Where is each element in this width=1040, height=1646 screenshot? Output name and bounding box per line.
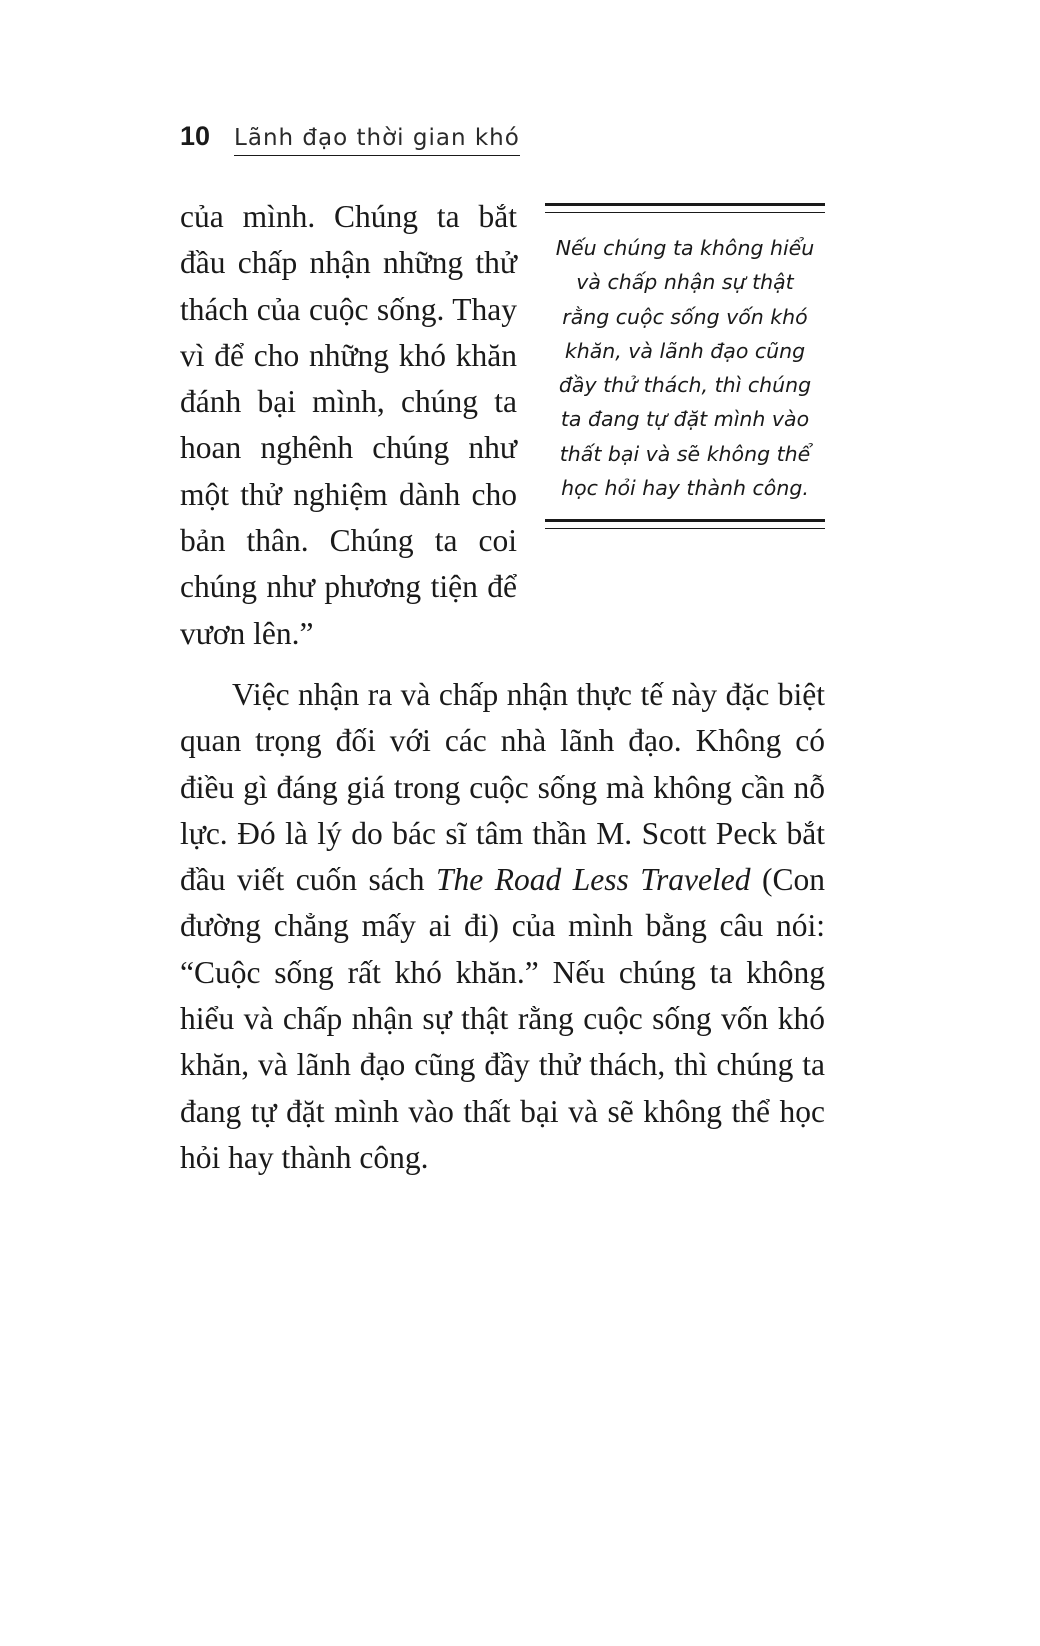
running-title: Lãnh đạo thời gian khó <box>234 127 520 156</box>
book-title: The Road Less Traveled <box>435 862 751 898</box>
page-number: 10 <box>180 121 211 151</box>
main-paragraph <box>180 672 825 1181</box>
pull-quote <box>545 203 825 529</box>
page-header <box>180 112 520 156</box>
main-paragraph-text-after: (Con đường chẳng mấy ai đi) của mình bằng câu nói: “Cuộc sống rất khó khăn.” Nếu chúng ta không hiểu và chấp nhận sự thật rằng cuộc sống vốn khó khăn, và lãnh đạo cũng đầy thử thách, thì chúng ta đang tự đặt mình vào thất bại và sẽ không thể học hỏi hay thành công. <box>180 862 826 1175</box>
main-paragraph-text-before: Việc nhận ra và chấp nhận thực tế này đặc biệt quan trọng đối với các nhà lãnh đạo. Không có điều gì đáng giá trong cuộc sống mà không cần nỗ lực. Đó là lý do bác sĩ tâm thần M. Scott Peck bắt đầu viết cuốn sách <box>180 677 825 898</box>
pull-quote-top-rule <box>545 203 825 213</box>
pull-quote-text: Nếu chúng ta không hiểu và chấp nhận sự thật rằng cuộc sống vốn khó khăn, và lãnh đạo cũng đầy thử thách, thì chúng ta đang tự đặt mình vào thất bại và sẽ không thể học hỏi hay thành công. <box>555 236 815 501</box>
pull-quote-bottom-rule <box>545 519 825 529</box>
column-text: của mình. Chúng ta bắt đầu chấp nhận những thử thách của cuộc sống. Thay vì để cho những khó khăn đánh bại mình, chúng ta hoan nghênh chúng như một thử nghiệm dành cho bản thân. Chúng ta coi chúng như phương tiện để vươn lên.” <box>180 199 517 651</box>
